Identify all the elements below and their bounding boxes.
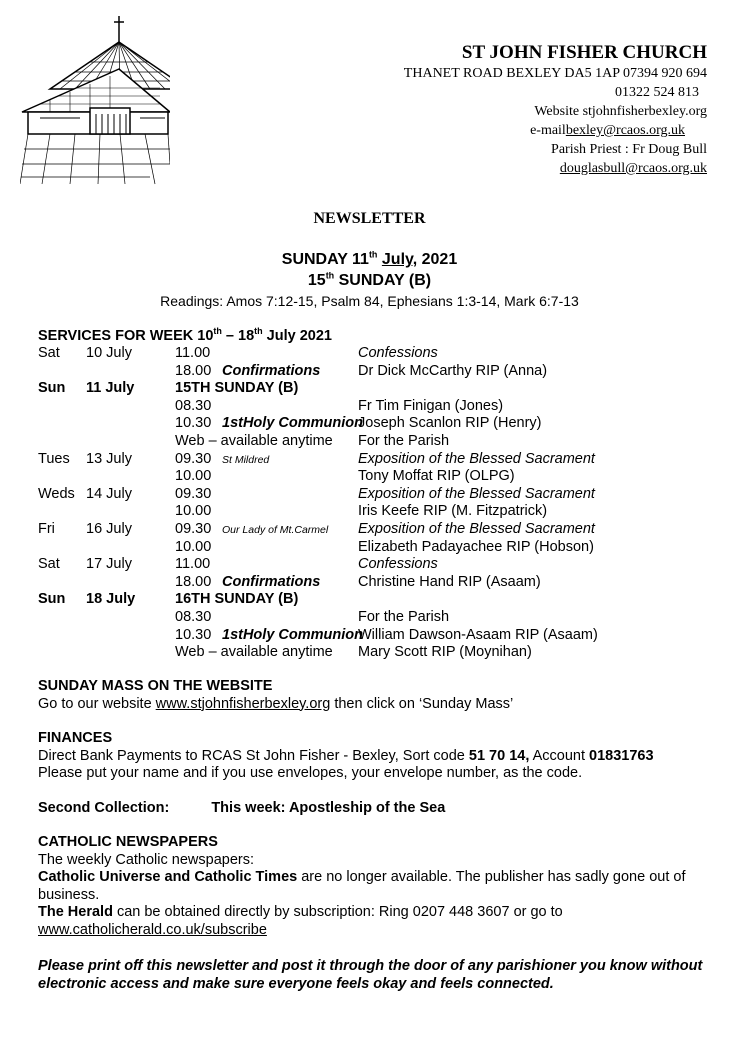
section-heading: SUNDAY MASS ON THE WEBSITE [38, 678, 273, 694]
service-detail: For the Parish [358, 608, 450, 625]
service-time: 16TH SUNDAY (B) [175, 591, 299, 608]
church-name: ST JOHN FISHER CHURCH [461, 42, 707, 63]
service-time-note: Our Lady of Mt.Carmel [222, 523, 329, 536]
page-title: NEWSLETTER [313, 210, 426, 227]
service-day: Sun [38, 380, 66, 397]
section-heading: FINANCES [38, 730, 113, 746]
finances-section [38, 730, 718, 783]
service-day: Tues [38, 450, 70, 467]
date-line: SUNDAY 11th July, 2021 [281, 249, 458, 268]
website-link[interactable]: www.stjohnfisherbexley.org [155, 695, 331, 712]
closing-note: Please print off this newsletter and post it through the door of any parishioner you know without electronic access and make sure everyone feels okay and feels connected. [38, 958, 703, 992]
services-title: SERVICES FOR WEEK 10th – 18th July 2021 [38, 326, 332, 344]
service-date: 10 July [86, 345, 132, 361]
service-time: 15TH SUNDAY (B) [175, 380, 299, 397]
service-day: Sat [38, 556, 60, 573]
service-day: Sun [38, 591, 66, 608]
service-detail: Elizabeth Padayachee RIP (Hobson) [358, 538, 594, 555]
service-detail: Christine Hand RIP (Asaam) [358, 573, 541, 590]
envelope-note: Please put your name and if you use envelopes, your envelope number, as the code. [38, 765, 583, 781]
phone: 01322 524 813 [615, 85, 699, 100]
service-detail: Confessions [358, 556, 438, 573]
section-heading: CATHOLIC NEWSPAPERS [38, 834, 218, 850]
service-time: 10.00 [175, 538, 212, 555]
service-detail: Dr Dick McCarthy RIP (Anna) [358, 362, 548, 379]
service-time: 18.00 [175, 573, 212, 590]
service-day: Weds [38, 485, 75, 502]
service-day: Fri [38, 520, 55, 537]
service-time-note: 1stHoly Communion [222, 626, 363, 643]
readings: Readings: Amos 7:12-15, Psalm 84, Ephesians 1:3-14, Mark 6:7-13 [160, 293, 579, 309]
service-date: 13 July [86, 450, 132, 467]
service-time: Web – available anytime [175, 432, 333, 449]
service-date: 16 July [86, 520, 132, 537]
website-link[interactable]: stjohnfisherbexley.org [582, 104, 707, 119]
service-detail: Fr Tim Finigan (Jones) [358, 397, 504, 414]
service-detail: Mary Scott RIP (Moynihan) [358, 644, 532, 661]
service-detail: Iris Keefe RIP (M. Fitzpatrick) [358, 503, 548, 520]
service-time: 09.30 [175, 520, 212, 537]
service-time: 10.00 [175, 468, 212, 485]
newspapers-section [38, 834, 718, 939]
service-detail: Exposition of the Blessed Sacrament [358, 450, 595, 467]
service-time: 09.30 [175, 485, 212, 502]
email-link[interactable]: bexley@rcaos.org.uk [565, 123, 685, 138]
service-time-note: St Mildred [222, 453, 270, 466]
sunday-line: 15th SUNDAY (B) [307, 270, 432, 289]
service-time-note: Confirmations [222, 573, 321, 590]
newspapers-herald: The Herald can be obtained directly by subscription: Ring 0207 448 3607 or go to [38, 904, 563, 920]
newspapers-universe: Catholic Universe and Catholic Times are no longer available. The publisher has sadly gone out of business. [38, 869, 686, 903]
service-detail: Joseph Scanlon RIP (Henry) [358, 415, 542, 432]
collection-label: Second Collection: [38, 800, 170, 816]
service-date: 11 July [86, 380, 135, 397]
service-detail: For the Parish [358, 432, 450, 449]
address: THANET ROAD BEXLEY DA5 1AP 07394 920 694 [403, 66, 707, 81]
service-time: 08.30 [175, 608, 212, 625]
service-date: 18 July [86, 591, 136, 608]
service-time: 10.30 [175, 415, 212, 432]
service-time: 09.30 [175, 450, 212, 467]
email-line: e-mailbexley@rcaos.org.uk [530, 123, 685, 138]
service-detail: Confessions [358, 345, 438, 361]
second-collection [38, 800, 718, 818]
service-time: 11.00 [175, 345, 211, 361]
service-time-note: Confirmations [222, 362, 321, 379]
newspapers-intro: The weekly Catholic newspapers: [38, 851, 254, 868]
service-date: 17 July [86, 556, 132, 573]
bank-details: Direct Bank Payments to RCAS St John Fisher - Bexley, Sort code 51 70 14, Account 01831763 [38, 747, 654, 764]
priest-email-link[interactable]: douglasbull@rcaos.org.uk [559, 161, 707, 176]
parish-priest: Parish Priest : Fr Doug Bull [551, 142, 707, 157]
service-time: 18.00 [175, 362, 212, 379]
service-time: 11.00 [175, 556, 211, 573]
service-detail: Exposition of the Blessed Sacrament [358, 520, 595, 537]
church-header [404, 43, 707, 178]
service-time: Web – available anytime [175, 644, 333, 661]
collection-value: This week: Apostleship of the Sea [211, 800, 446, 816]
service-time: 10.30 [175, 626, 212, 643]
service-time-note: 1stHoly Communion [222, 415, 363, 432]
service-detail: William Dawson-Asaam RIP (Asaam) [358, 626, 598, 643]
service-date: 14 July [86, 485, 132, 502]
service-time: 08.30 [175, 397, 212, 414]
section-text: Go to our website www.stjohnfisherbexley.org then click on ‘Sunday Mass’ [38, 695, 514, 712]
service-detail: Tony Moffat RIP (OLPG) [358, 468, 515, 485]
website-line: Website stjohnfisherbexley.org [534, 104, 707, 119]
service-detail: Exposition of the Blessed Sacrament [358, 485, 595, 502]
church-logo [20, 14, 170, 194]
sunday-mass-section [38, 678, 718, 713]
herald-link[interactable]: www.catholicherald.co.uk/subscribe [38, 921, 267, 938]
service-day: Sat [38, 345, 60, 361]
service-time: 10.00 [175, 503, 212, 520]
